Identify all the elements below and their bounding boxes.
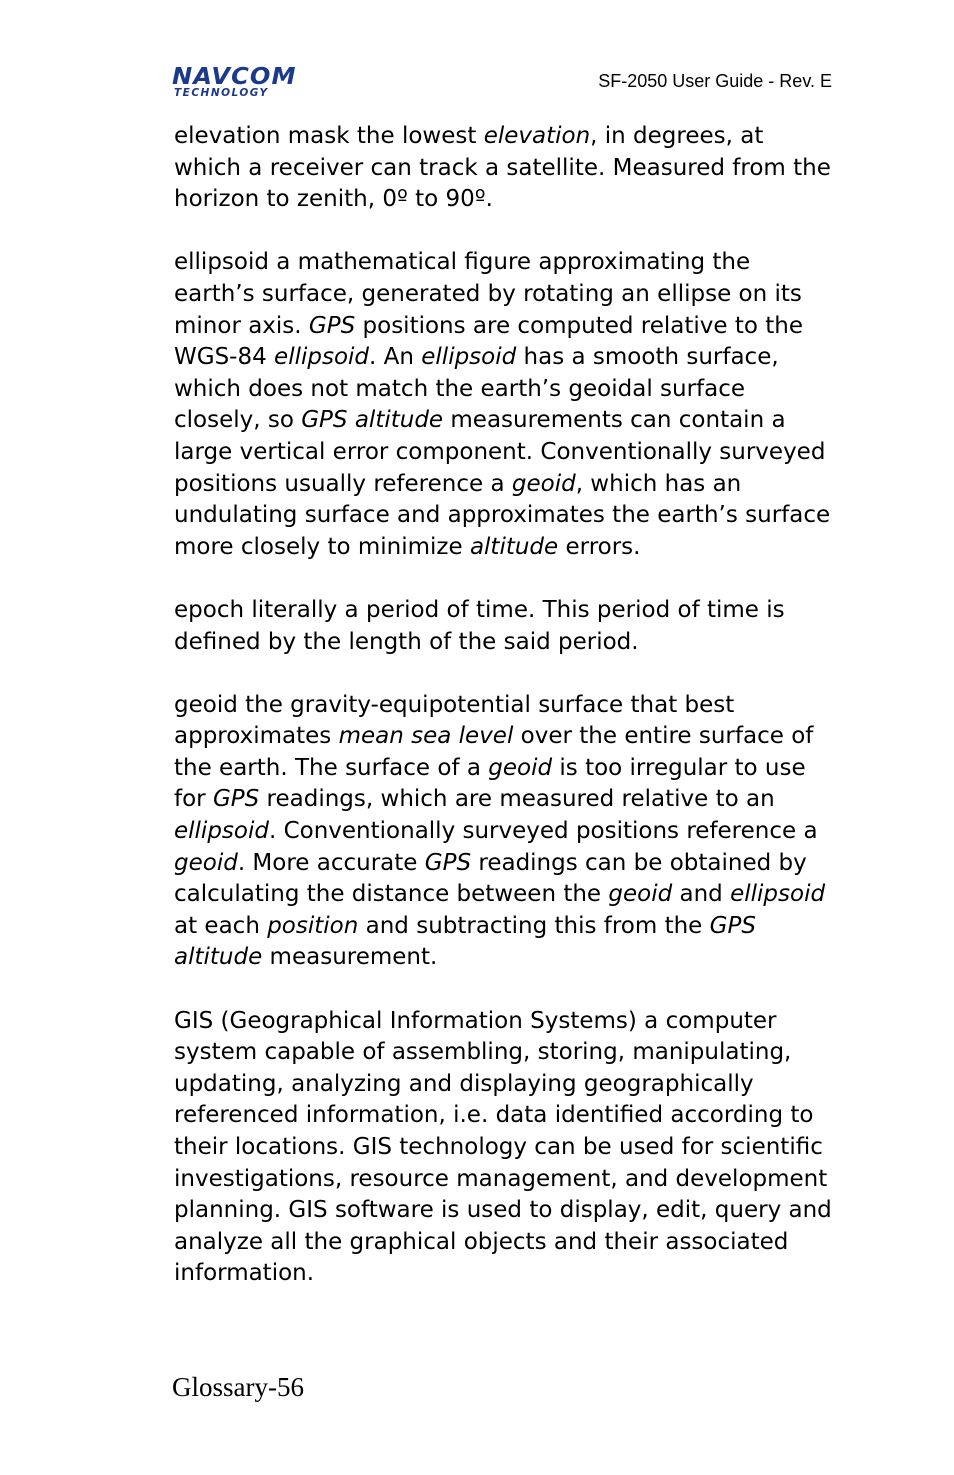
cross-reference: ellipsoid [274,344,370,371]
glossary-term: epoch [174,596,245,623]
definition-text: and [672,881,731,908]
definition-text: . An [369,344,422,371]
glossary-entry-gis [174,1006,834,1290]
glossary-entry-elevation-mask [174,121,834,216]
definition-text: , which has an undulating surface and approximates the earth’s surface more closely to minimize [174,470,831,560]
glossary-content [174,121,834,1322]
cross-reference: geoid [608,881,673,908]
cross-reference: elevation [483,123,591,149]
glossary-term: geoid [174,691,238,718]
definition-text: has a smooth surface, which does not match the earth’s geoidal surface closely, so [174,344,779,434]
glossary-entry-epoch [174,595,834,658]
logo-subtitle: TECHNOLOGY [174,87,269,99]
cross-reference: geoid [174,849,238,876]
definition-text: measurement. [262,944,438,971]
definition-text: , in degrees, at which a receiver can track a satellite. Measured from the horizon to zenith, 0º to 90º. [174,123,831,213]
logo-wordmark: NAVCOM [172,64,297,90]
cross-reference: mean sea level [338,723,514,750]
definition-text: errors. [558,533,641,560]
definition-text: and subtracting this from the [358,912,710,939]
definition-text: is too irregular to use for [174,754,806,813]
cross-reference: position [267,912,359,939]
cross-reference: altitude [469,533,559,560]
cross-reference: ellipsoid [174,818,269,845]
definition-text: literally a period of time. This period of time is defined by the length of the said period. [174,596,785,655]
definition-text: readings, which are measured relative to an [259,786,775,813]
definition-text: at each [174,912,268,939]
glossary-entry-geoid [174,690,834,974]
definition-text: a computer system capable of assembling, storing, manipulating, updating, analyzing and displaying geographically referenced information, i.e. data identified according to their locations. GIS technology can be used for scientific investigations, resource management, and development planning. GIS software is used to display, edit, query and analyze all the graphical objects and their associated information. [174,1007,832,1287]
definition-text: the gravity-equipotential surface that best approximates [174,691,735,750]
cross-reference: GPS [212,786,260,813]
cross-reference: GPS [424,849,472,876]
cross-reference: geoid [488,754,553,781]
cross-reference: GPS altitude [174,912,756,971]
definition-text: . More accurate [237,849,425,876]
cross-reference: GPS altitude [301,407,444,434]
page-number: Glossary-56 [172,1372,304,1402]
definition-text: a mathematical figure approximating the earth’s surface, generated by rotating an ellipse on its minor axis. [174,249,802,339]
navcom-logo [172,66,356,100]
cross-reference: GPS [308,312,356,339]
definition-text: . Conventionally surveyed positions reference a [268,818,818,845]
cross-reference: ellipsoid [730,881,826,908]
glossary-term: elevation mask [174,123,350,149]
definition-text: measurements can contain a large vertical error component. Conventionally surveyed positions usually reference a [174,407,826,497]
cross-reference: ellipsoid [421,344,517,371]
glossary-term: GIS (Geographical Information Systems) [174,1007,637,1034]
glossary-term: ellipsoid [174,249,269,276]
definition-text: the lowest [349,123,484,149]
cross-reference: geoid [511,470,576,497]
definition-text: over the entire surface of the earth. The surface of a [174,723,814,781]
definition-text: positions are computed relative to the WGS-84 [174,312,804,371]
glossary-entry-ellipsoid [174,247,834,563]
definition-text: readings can be obtained by calculating the distance between the [174,849,807,908]
document-title: SF-2050 User Guide - Rev. E [598,71,832,91]
